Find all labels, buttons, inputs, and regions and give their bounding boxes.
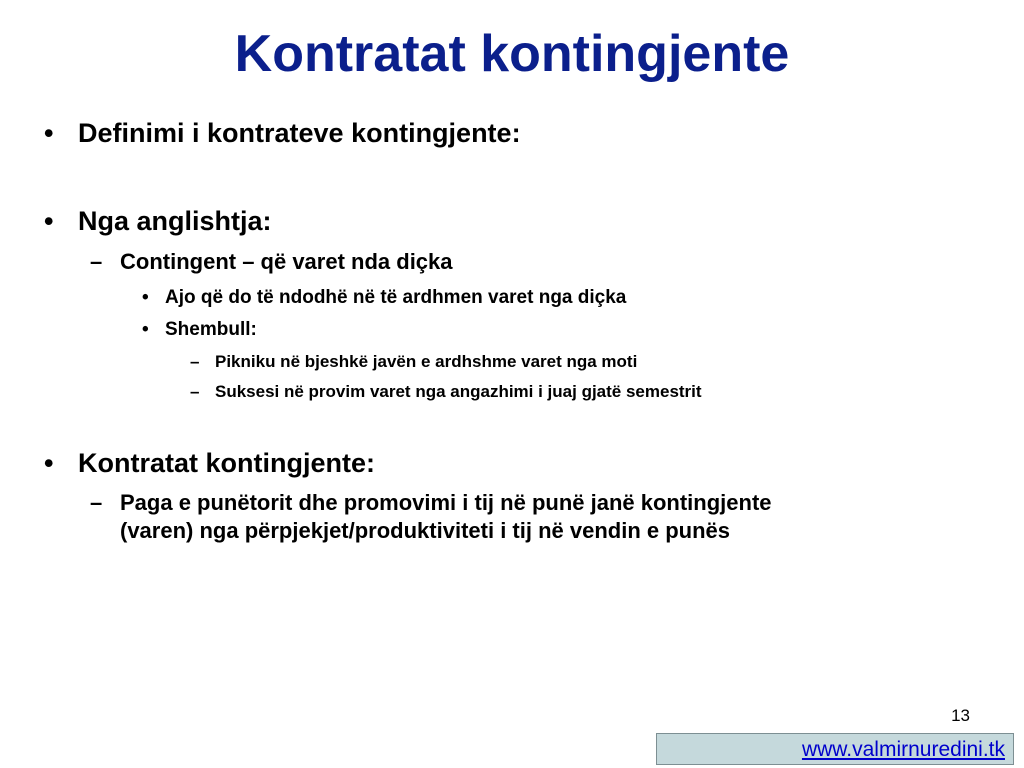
dash-marker: – [90, 490, 103, 515]
bullet-marker: • [44, 118, 54, 148]
dash-marker: – [190, 382, 200, 401]
bullet-marker: • [44, 206, 54, 236]
sub-item-line: (varen) nga përpjekjet/produktiviteti i tij në vendin e punës [120, 518, 731, 543]
bullet-definition: Definimi i kontrateve kontingjente: [78, 118, 521, 148]
page-number: 13 [951, 706, 970, 725]
footer-link[interactable]: www.valmirnuredini.tk [801, 738, 1005, 761]
bullet-marker: • [44, 448, 54, 478]
bullet-contingent-contracts: Kontratat kontingjente: [78, 448, 375, 478]
slide-title: Kontratat kontingjente [234, 25, 790, 83]
sub-sub-item: Shembull: [165, 319, 257, 340]
bullet-english: Nga anglishtja: [78, 206, 272, 236]
sub-item-line: Paga e punëtorit dhe promovimi i tij në punë janë kontingjente [120, 490, 772, 515]
dash-marker: – [190, 352, 200, 371]
bullet-marker: • [142, 287, 149, 308]
example-item: Suksesi në provim varet nga angazhimi i juaj gjatë semestrit [215, 382, 702, 401]
example-item: Pikniku në bjeshkë javën e ardhshme varet nga moti [215, 352, 638, 371]
footer-box [656, 733, 1014, 765]
sub-sub-item: Ajo që do të ndodhë në të ardhmen varet nga diçka [165, 287, 627, 308]
sub-item-wage [120, 489, 990, 545]
dash-marker: – [90, 249, 103, 274]
sub-item-contingent: Contingent – që varet nda diçka [120, 249, 453, 274]
bullet-marker: • [142, 319, 149, 340]
